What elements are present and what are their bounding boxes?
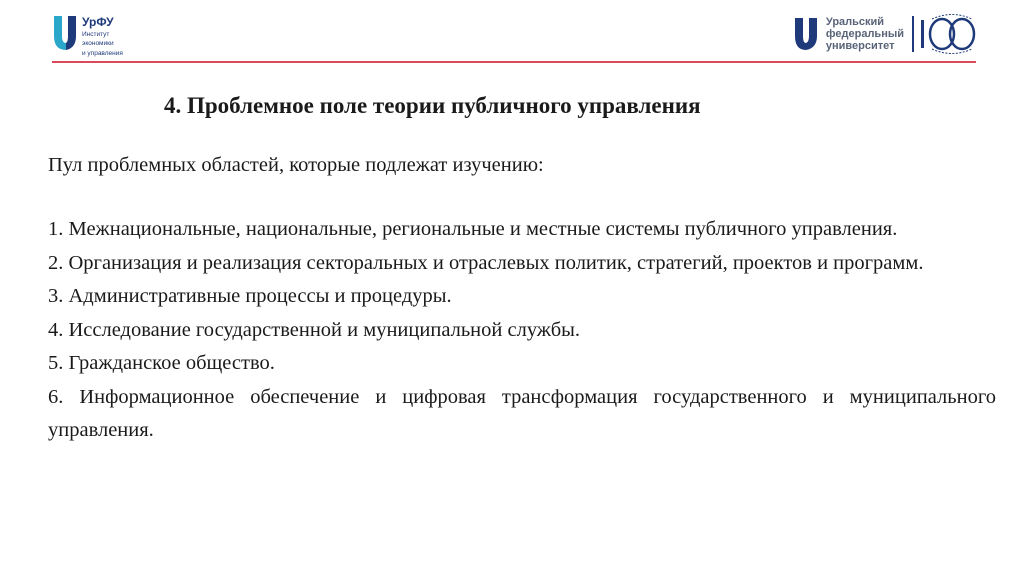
header-divider-line <box>52 61 976 63</box>
list-item: 4. Исследование государственной и муниципальной службы. <box>48 318 581 341</box>
urfu-u-icon <box>794 17 818 51</box>
university-name-line-3: университет <box>825 40 895 52</box>
list-item: 1. Межнациональные, национальные, региональные и местные системы публичного управления. <box>48 218 898 240</box>
urfu-u-icon <box>52 14 78 52</box>
institute-name-line-1: Институт <box>82 31 110 38</box>
university-logo <box>794 14 980 54</box>
intro-text: Пул проблемных областей, которые подлежат изучению: <box>48 154 544 176</box>
list-item: 2. Организация и реализация секторальных и отраслевых политик, стратегий, проектов и программ. <box>48 251 924 274</box>
list-item: 6. Информационное обеспечение и цифровая трансформация государственного и муниципального управления. <box>48 385 996 441</box>
list-item: 3. Административные процессы и процедуры. <box>48 285 452 307</box>
institute-logo <box>52 14 123 57</box>
university-name-line-1: Уральский <box>825 16 885 28</box>
institute-brand: УрФУ <box>82 15 114 29</box>
slide-title: 4. Проблемное поле теории публичного управления <box>164 93 701 118</box>
list-item: 5. Гражданское общество. <box>48 352 275 374</box>
logo-divider <box>912 16 914 52</box>
institute-name-line-3: и управления <box>82 49 123 57</box>
problem-areas-list <box>48 213 996 448</box>
institute-name-line-2: экономики <box>82 40 114 48</box>
university-name-line-2: федеральный <box>825 28 904 40</box>
anniversary-emblem-icon <box>918 14 980 54</box>
